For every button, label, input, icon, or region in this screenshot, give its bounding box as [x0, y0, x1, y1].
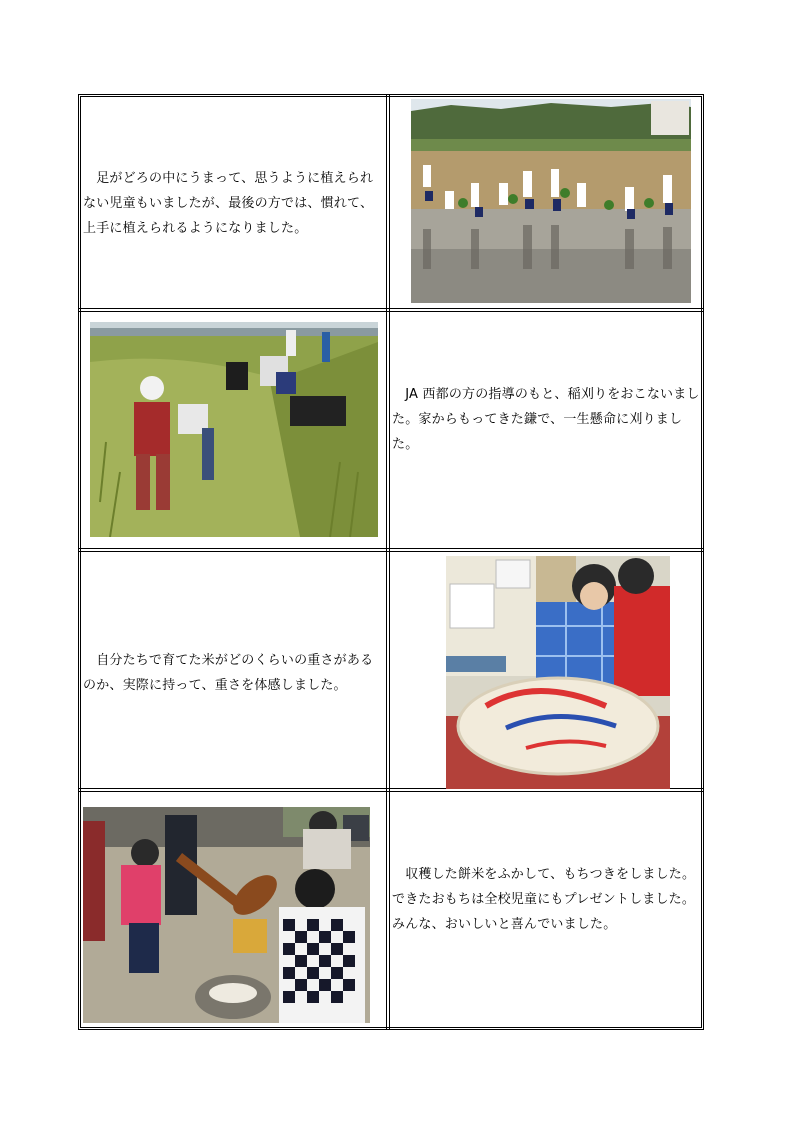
column-divider: [386, 94, 390, 1030]
photo-mochi-pounding: [83, 807, 370, 1023]
photo-rice-bag: [446, 556, 670, 789]
caption-mochi-pounding: 収穫した餅米をふかして、もちつきをしました。できたおもちは全校児童にもプレゼントしました。みんな、おいしいと喜んでいました。: [392, 867, 696, 932]
row-divider: [78, 308, 704, 312]
caption-rice-planting: 足がどろの中にうまって、思うように植えられない児童もいましたが、最後の方では、慣れて、上手に植えられるようになりました。: [83, 171, 374, 236]
row-divider: [78, 548, 704, 552]
caption-rice-harvest: JA 西都の方の指導のもと、稲刈りをおこないました。家からもってきた鎌で、一生懸命に刈りました。: [392, 387, 700, 452]
photo-rice-planting: [411, 99, 691, 303]
caption-rice-weight: 自分たちで育てた米がどのくらいの重さがあるのか、実際に持って、重さを体感しました。: [83, 653, 374, 693]
photo-rice-harvest: [90, 322, 378, 537]
